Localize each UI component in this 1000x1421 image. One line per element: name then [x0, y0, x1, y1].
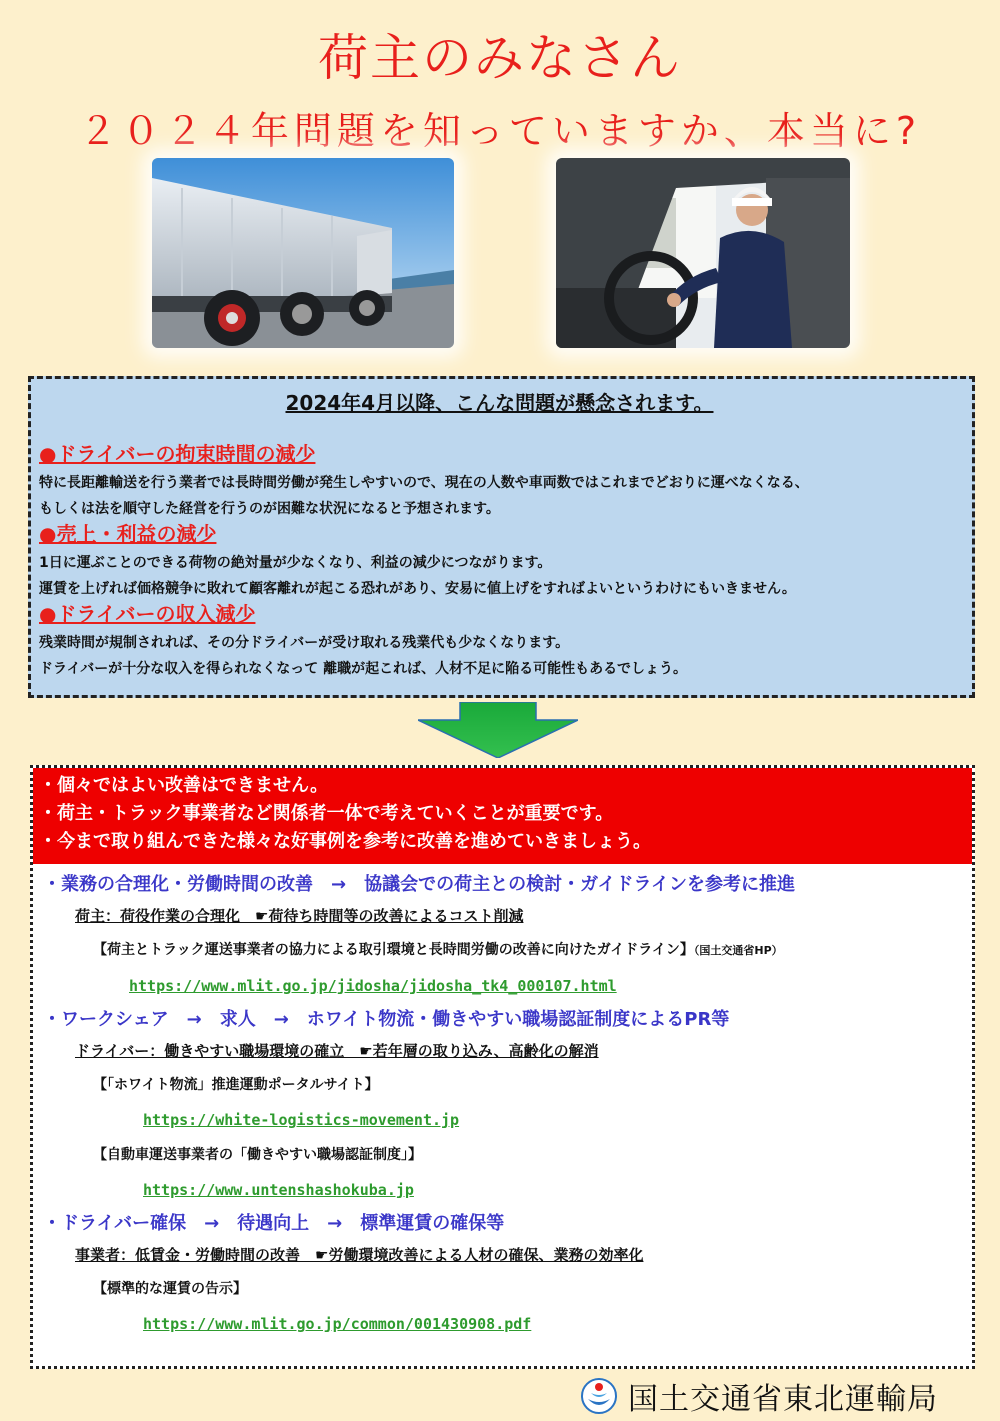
guideline-link[interactable]: https://www.mlit.go.jp/jidosha/jidosha_tk4_000107.html — [129, 977, 617, 995]
organization-name: 国土交通省東北運輸局 — [628, 1382, 938, 1417]
banner-line: ・今まで取り組んできた様々な好事例を参考に改善を進めていきましょう。 — [39, 831, 651, 852]
issue-title: ●ドライバーの拘束時間の減少 — [39, 442, 316, 466]
category-title: ・業務の合理化・労働時間の改善 → 協議会での荷主との検討・ガイドラインを参考に推進 — [43, 874, 795, 895]
reference-label: 【荷主とトラック運送事業者の協力による取引環境と長時間労働の改善に向けたガイドライン】 — [93, 942, 694, 958]
banner-line: ・個々ではよい改善はできません。 — [39, 775, 329, 796]
category-title: ・ワークシェア → 求人 → ホワイト物流・働きやすい職場認証制度によるPR等 — [43, 1009, 730, 1030]
banner-line: ・荷主・トラック事業者など関係者一体で考えていくことが重要です。 — [39, 803, 614, 824]
down-arrow-icon — [418, 702, 578, 758]
issue-text: もしくは法を順守した経営を行うのが困難な状況になると予想されます。 — [39, 501, 500, 517]
issue-text: 残業時間が規制されれば、その分ドライバーが受け取れる残業代も少なくなります。 — [39, 635, 570, 651]
actions-panel — [30, 765, 975, 1369]
issue-title: ●売上・利益の減少 — [39, 522, 217, 546]
ministry-logo-icon — [580, 1377, 618, 1415]
reference-note: （国土交通省HP） — [693, 944, 783, 957]
white-logistics-link[interactable]: https://white-logistics-movement.jp — [143, 1111, 460, 1129]
issue-title: ●ドライバーの収入減少 — [39, 602, 256, 626]
page-subtitle: ２０２４年問題を知っていますか、本当に? — [78, 109, 922, 153]
footer — [580, 1376, 980, 1416]
reference-title — [43, 932, 962, 969]
issue-text: 運賃を上げれば価格競争に敗れて顧客離れが起こる恐れがあり、安易に値上げをすればよいというわけにもいきません。 — [39, 581, 796, 597]
workplace-cert-link[interactable]: https://www.untenshashokuba.jp — [143, 1181, 414, 1199]
issue-text: 1日に運ぶことのできる荷物の絶対量が少なくなり、利益の減少につながります。 — [39, 555, 552, 571]
category-sub: 事業者：低賃金・労働時間の改善 ☛労働環境改善による人材の確保、業務の効率化 — [75, 1246, 644, 1264]
reference-title: 【「ホワイト物流」推進運動ポータルサイト】 — [93, 1077, 379, 1093]
reference-title: 【自動車運送事業者の「働きやすい職場認証制度」】 — [93, 1147, 422, 1163]
concerns-heading: 2024年4月以降、こんな問題が懸念されます。 — [285, 391, 714, 415]
issue-text: 特に長距離輸送を行う業者では長時間労働が発生しやすいので、現在の人数や車両数ではこれまでどおりに運べなくなる、 — [39, 475, 809, 491]
category-sub: ドライバー：働きやすい職場環境の確立 ☛若年層の取り込み、高齢化の解消 — [75, 1042, 599, 1060]
concerns-panel — [28, 376, 975, 698]
reference-title: 【標準的な運賃の告示】 — [93, 1281, 247, 1297]
issue-text: ドライバーが十分な収入を得られなくなって 離職が起これば、人材不足に陥る可能性もあるでしょう。 — [39, 661, 688, 677]
category-title: ・ドライバー確保 → 待遇向上 → 標準運賃の確保等 — [43, 1213, 505, 1234]
truck-photo — [152, 158, 454, 348]
driver-photo — [556, 158, 850, 348]
standard-fare-link[interactable]: https://www.mlit.go.jp/common/001430908.pdf — [143, 1315, 532, 1333]
actions-banner — [33, 768, 972, 864]
page-title: 荷主のみなさん — [318, 29, 682, 87]
category-sub: 荷主：荷役作業の合理化 ☛荷待ち時間等の改善によるコスト削減 — [75, 907, 524, 925]
